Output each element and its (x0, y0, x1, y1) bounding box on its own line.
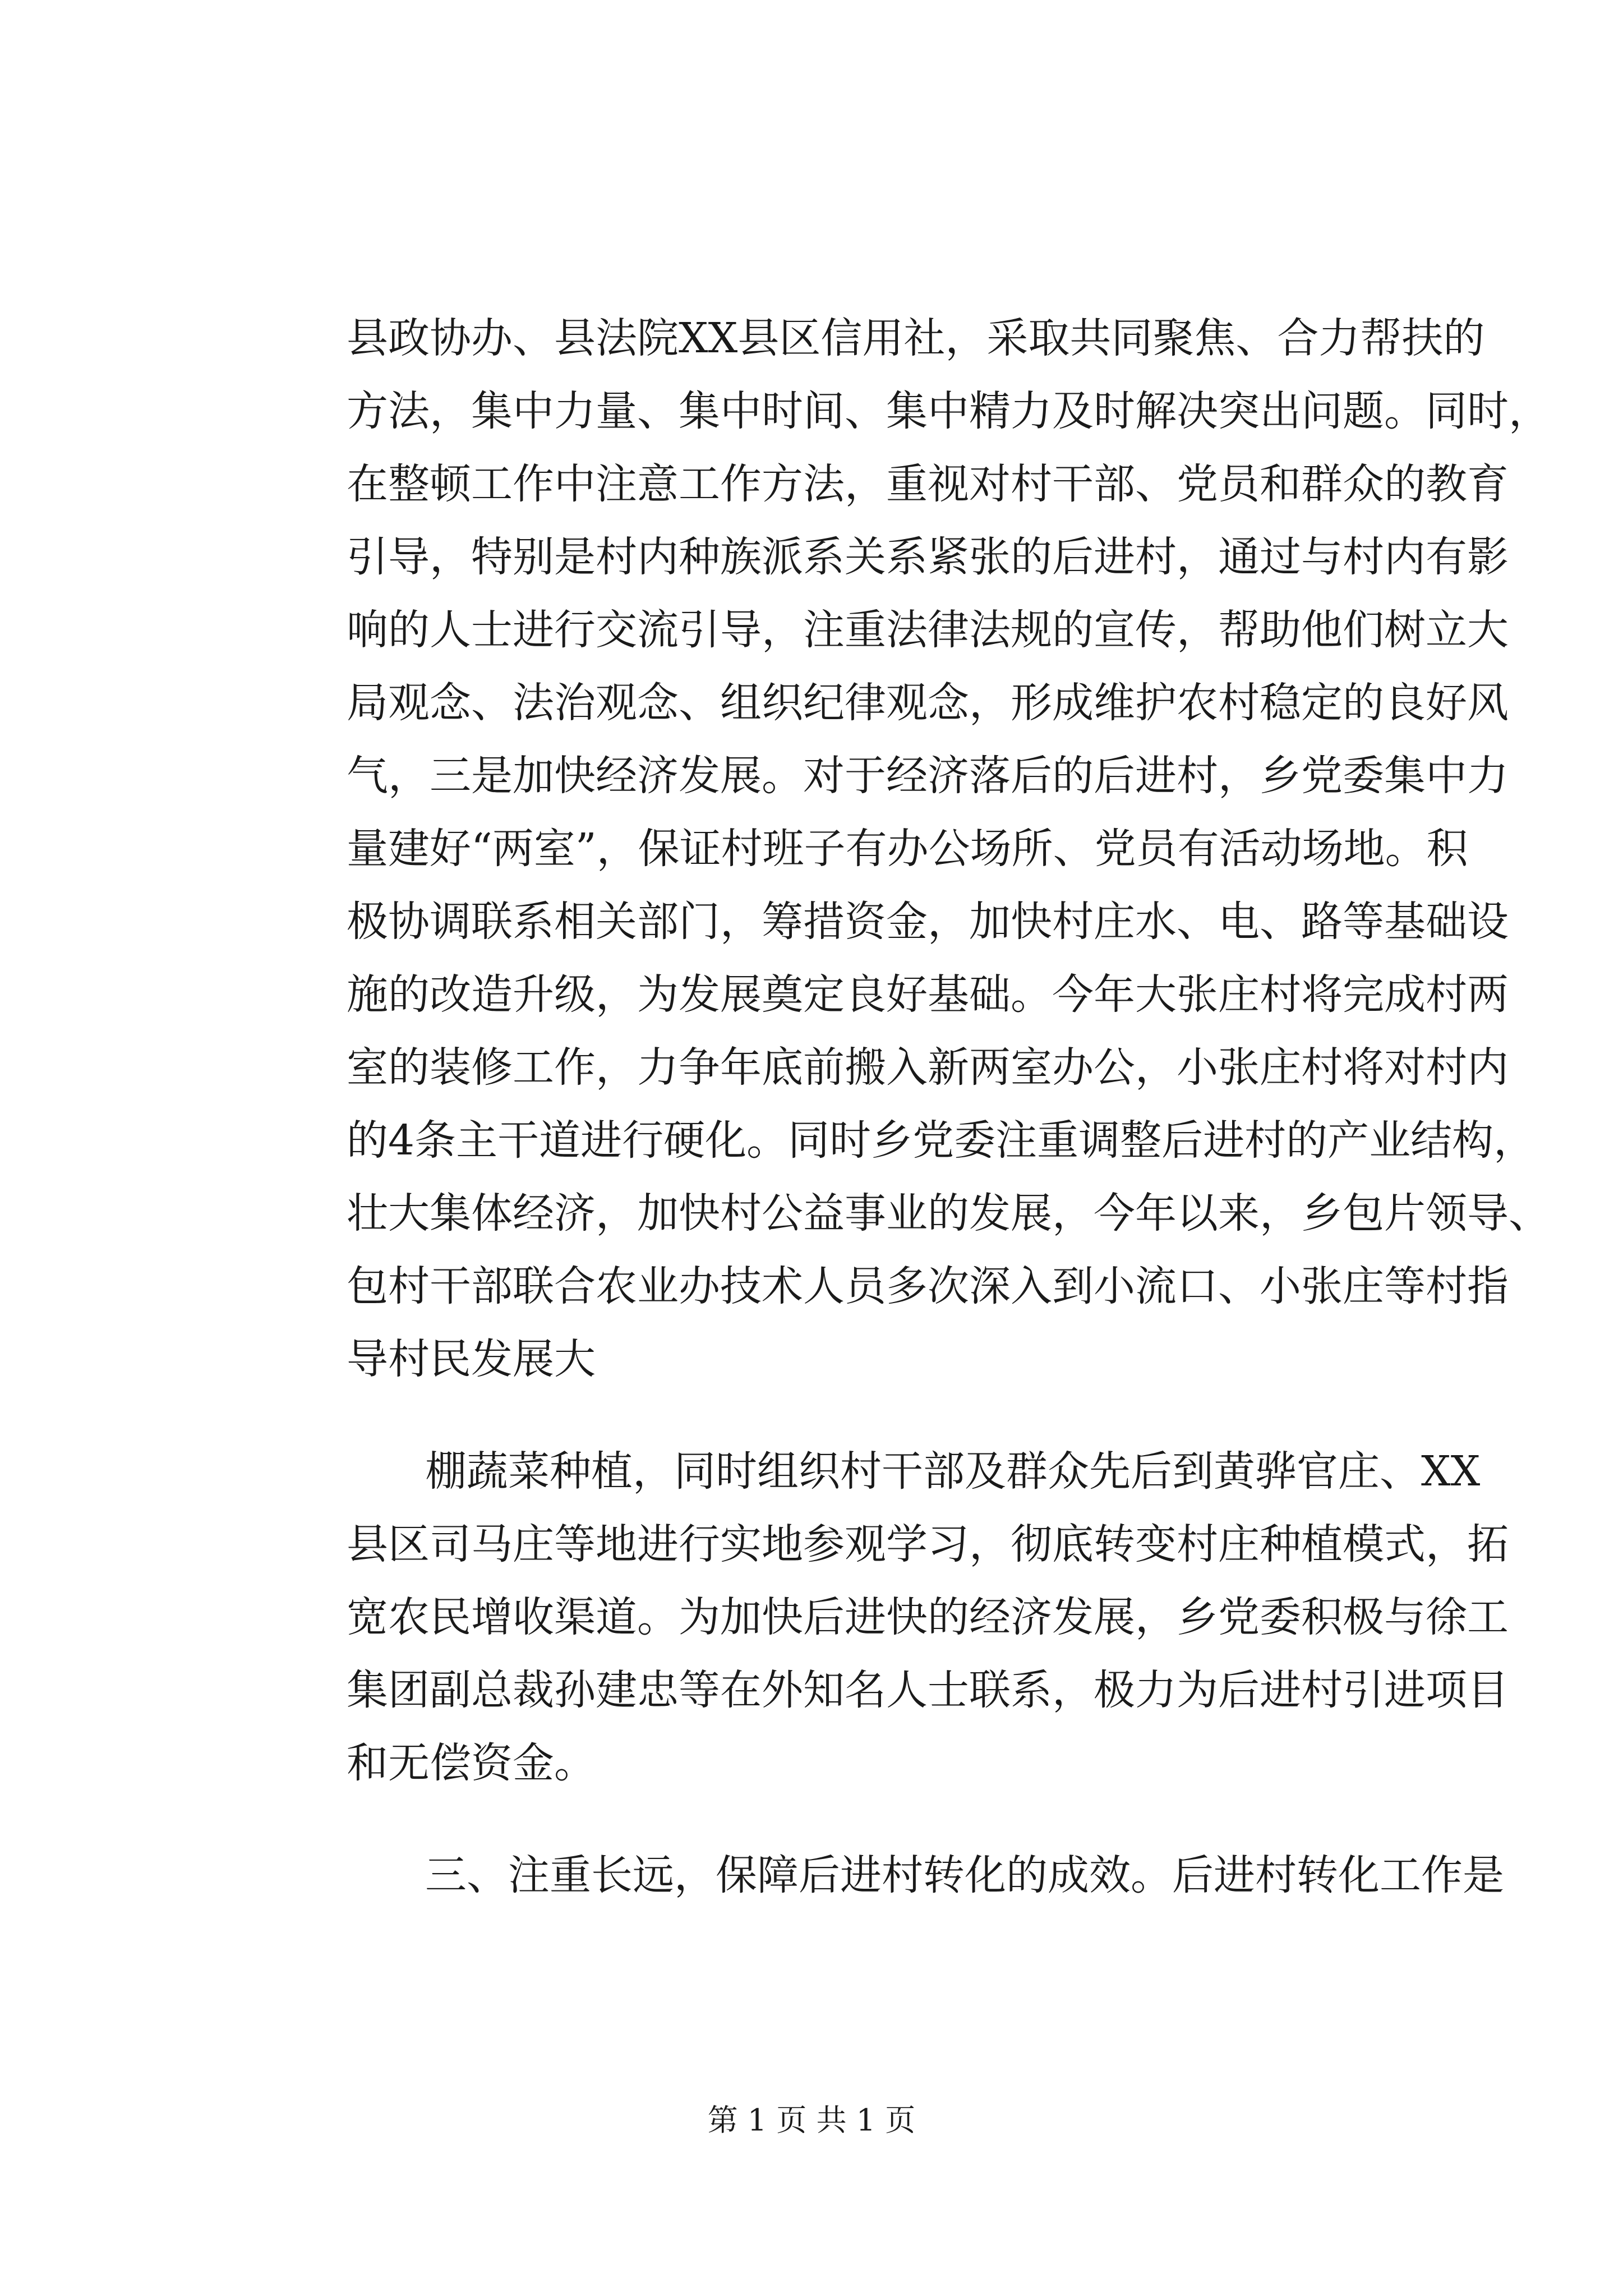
paragraph-1-line: 壮大集体经济，加快村公益事业的发展，今年以来，乡包片领导、 (347, 1189, 1550, 1237)
paragraph-1-line: 气，三是加快经济发展。对于经济落后的后进村，乡党委集中力 (347, 752, 1509, 800)
paragraph-1-line: 响的人士进行交流引导，注重法律法规的宣传，帮助他们树立大 (347, 606, 1509, 654)
paragraph-1-line: 方法，集中力量、集中时间、集中精力及时解决突出问题。同时， (347, 387, 1550, 435)
paragraph-1-line: 量建好“两室”，保证村班子有办公场所、党员有活动场地。积 (347, 825, 1468, 873)
paragraph-1-line: 包村干部联合农业办技术人员多次深入到小流口、小张庄等村指 (347, 1262, 1509, 1310)
paragraph-1-line: 局观念、法治观念、组织纪律观念，形成维护农村稳定的良好风 (347, 679, 1509, 727)
paragraph-1-line: 县政协办、县法院XX县区信用社，采取共同聚焦、合力帮扶的 (347, 314, 1485, 362)
paragraph-2-line: 集团副总裁孙建忠等在外知名人士联系，极力为后进村引进项目 (347, 1666, 1509, 1714)
paragraph-1-line: 引导，特别是村内种族派系关系紧张的后进村，通过与村内有影 (347, 533, 1509, 581)
paragraph-1-line: 极协调联系相关部门，筹措资金，加快村庄水、电、路等基础设 (347, 898, 1509, 946)
paragraph-1-line: 导村民发展大 (347, 1335, 596, 1383)
paragraph-2-line: 宽农民增收渠道。为加快后进快的经济发展，乡党委积极与徐工 (347, 1593, 1509, 1641)
paragraph-1-line: 在整顿工作中注意工作方法，重视对村干部、党员和群众的教育 (347, 460, 1509, 508)
paragraph-2-line: 和无偿资金。 (347, 1739, 596, 1787)
page-number-footer: 第 1 页 共 1 页 (707, 2102, 916, 2138)
paragraph-1-line: 室的装修工作，力争年底前搬入新两室办公，小张庄村将对村内 (347, 1043, 1509, 1092)
paragraph-1-line: 施的改造升级，为发展奠定良好基础。今年大张庄村将完成村两 (347, 970, 1509, 1019)
paragraph-2-line: 棚蔬菜种植，同时组织村干部及群众先后到黄骅官庄、XX (425, 1447, 1481, 1496)
paragraph-2-line: 县区司马庄等地进行实地参观学习，彻底转变村庄种植模式，拓 (347, 1520, 1509, 1568)
paragraph-3-line: 三、注重长远，保障后进村转化的成效。后进村转化工作是 (425, 1851, 1504, 1899)
paragraph-1-line: 的4条主干道进行硬化。同时乡党委注重调整后进村的产业结构， (347, 1116, 1536, 1165)
